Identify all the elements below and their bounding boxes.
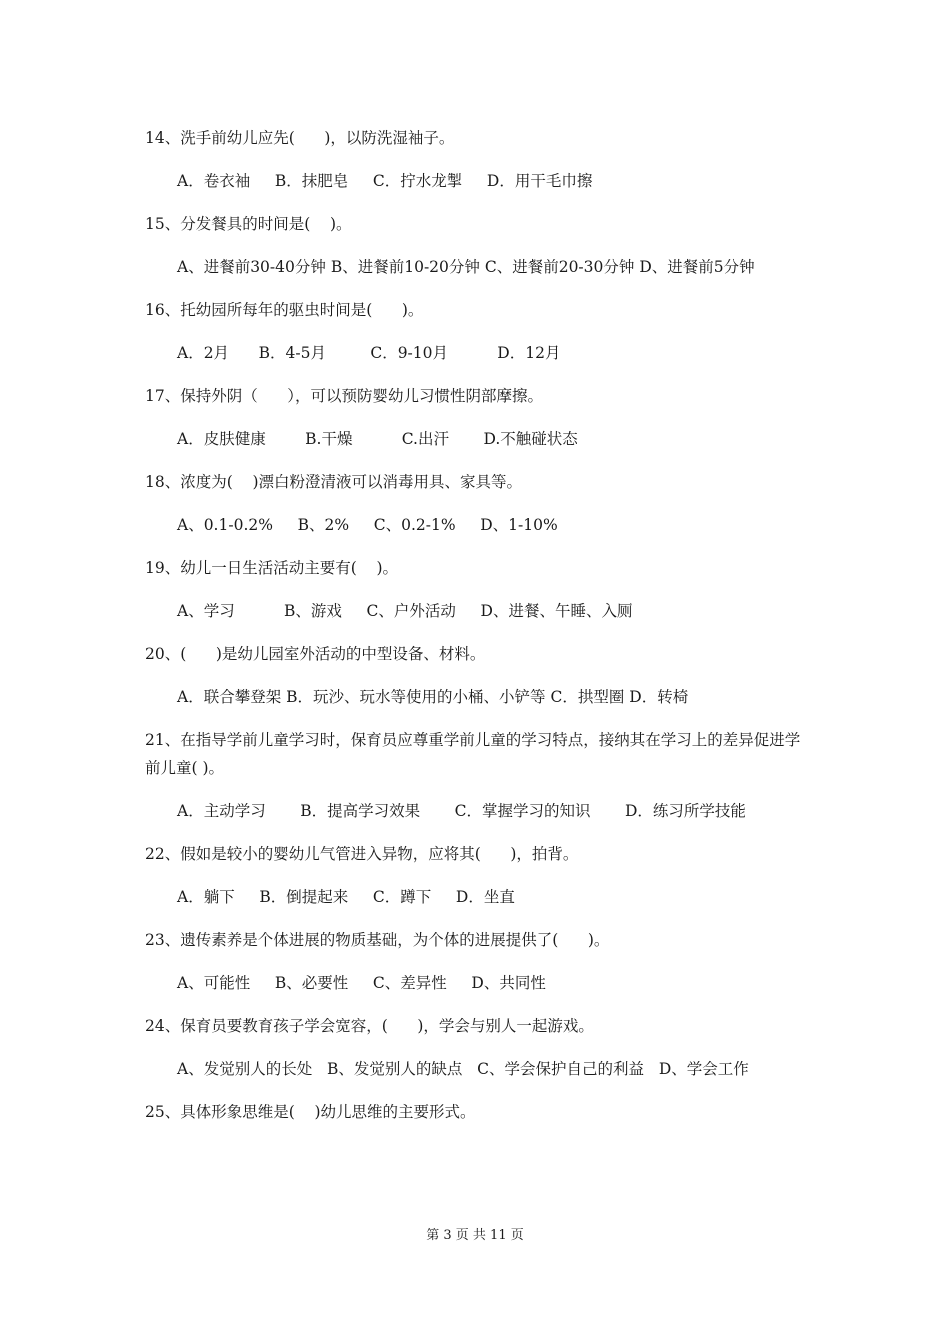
option-d: D.不触碰状态: [483, 430, 578, 448]
question-20-options: [145, 683, 810, 711]
option-b: B．倒提起来: [259, 888, 349, 906]
option-c: C、差异性: [372, 974, 447, 992]
option-a: A．联合攀登架: [177, 688, 282, 706]
option-c: C．拧水龙掣: [372, 172, 463, 190]
option-a: A．2月: [177, 344, 230, 362]
question-15: 15、分发餐具的时间是( )。: [145, 215, 352, 233]
option-a: A．主动学习: [177, 802, 266, 820]
option-d: D、学会工作: [658, 1060, 749, 1078]
page-number-footer: 第 3 页 共 11 页: [426, 1228, 524, 1243]
option-b: B、进餐前10-20分钟: [330, 258, 480, 276]
option-c: C．拱型圈: [550, 688, 625, 706]
option-d: D、1-10%: [480, 516, 558, 534]
question-21: 21、在指导学前儿童学习时，保育员应尊重学前儿童的学习特点，接纳其在学习上的差异促进学前儿童( )。: [145, 731, 801, 777]
question-list: [145, 124, 810, 1141]
question-24: 24、保育员要教育孩子学会宽容，( )，学会与别人一起游戏。: [145, 1017, 594, 1035]
question-19-options: [145, 597, 810, 625]
option-d: D．坐直: [455, 888, 515, 906]
question-18-options: [145, 511, 810, 539]
question-23: 23、遗传素养是个体进展的物质基础，为个体的进展提供了( )。: [145, 931, 610, 949]
question-23-options: [145, 969, 810, 997]
option-c: C．9-10月: [370, 344, 449, 362]
option-b: B、发觉别人的缺点: [326, 1060, 463, 1078]
option-a: A、发觉别人的长处: [177, 1060, 313, 1078]
question-16: 16、托幼园所每年的驱虫时间是( )。: [145, 301, 424, 319]
option-c: C、进餐前20-30分钟: [484, 258, 635, 276]
question-19: 19、幼儿一日生活活动主要有( )。: [145, 559, 399, 577]
option-c: C、学会保护自己的利益: [477, 1060, 645, 1078]
option-d: D、进餐、午睡、入厕: [480, 602, 633, 620]
question-21-options: [145, 797, 810, 825]
option-a: A、0.1-0.2%: [177, 516, 273, 534]
option-c: C．掌握学习的知识: [454, 802, 591, 820]
option-b: B．4-5月: [258, 344, 326, 362]
option-b: B、2%: [297, 516, 350, 534]
question-16-options: [145, 339, 810, 367]
option-d: D．12月: [497, 344, 561, 362]
option-a: A、学习: [177, 602, 235, 620]
question-17-options: [145, 425, 810, 453]
question-17: 17、保持外阴（ ），可以预防婴幼儿习惯性阴部摩擦。: [145, 387, 544, 405]
option-b: B．玩沙、玩水等使用的小桶、小铲等: [286, 688, 546, 706]
option-b: B、必要性: [274, 974, 349, 992]
option-d: D．用干毛巾擦: [486, 172, 593, 190]
question-18: 18、浓度为( )漂白粉澄清液可以消毒用具、家具等。: [145, 473, 523, 491]
option-d: D．练习所学技能: [624, 802, 746, 820]
option-d: D、共同性: [471, 974, 546, 992]
option-a: A．卷衣袖: [177, 172, 251, 190]
option-c: C.出汗: [401, 430, 449, 448]
option-c: C、0.2-1%: [373, 516, 456, 534]
option-a: A．皮肤健康: [177, 430, 266, 448]
option-d: D．转椅: [629, 688, 689, 706]
question-14: 14、洗手前幼儿应先( )，以防洗湿袖子。: [145, 129, 455, 147]
question-14-options: [145, 167, 810, 195]
option-b: B．抹肥皂: [274, 172, 349, 190]
question-22-options: [145, 883, 810, 911]
question-20: 20、( )是幼儿园室外活动的中型设备、材料。: [145, 645, 486, 663]
option-b: B、游戏: [283, 602, 342, 620]
option-b: B．提高学习效果: [300, 802, 421, 820]
option-c: C．蹲下: [372, 888, 432, 906]
question-15-options: [145, 253, 810, 281]
option-b: B.干燥: [305, 430, 353, 448]
question-25: 25、具体形象思维是( )幼儿思维的主要形式。: [145, 1103, 476, 1121]
question-22: 22、假如是较小的婴幼儿气管进入异物，应将其( )，拍背。: [145, 845, 579, 863]
option-a: A．躺下: [177, 888, 235, 906]
option-a: A、可能性: [177, 974, 251, 992]
option-d: D、进餐前5分钟: [639, 258, 755, 276]
question-24-options: [145, 1055, 810, 1083]
option-a: A、进餐前30-40分钟: [177, 258, 326, 276]
option-c: C、户外活动: [366, 602, 456, 620]
